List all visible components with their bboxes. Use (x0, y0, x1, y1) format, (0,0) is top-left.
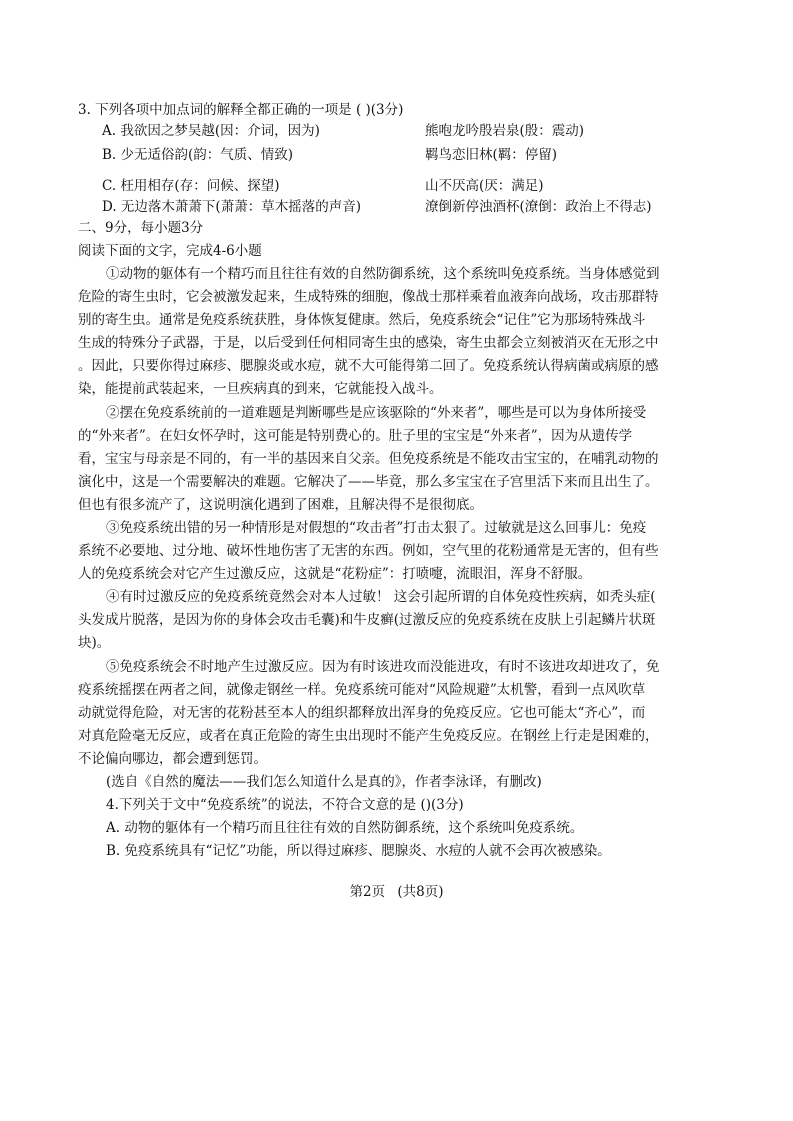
question-3-option-d-right: 潦倒新停浊酒杯(潦倒：政治上不得志) (425, 199, 652, 215)
question-4-stem: 4.下列关于文中“免疫系统”的说法，不符合文意的是 ()(3分) (106, 797, 464, 813)
passage-p2-line-4: 演化中，这是一个需要解决的难题。它解决了——毕竟，那么多宝宝在子宫里活下来而且出生了。 (78, 474, 659, 490)
page-number: 第2页 (349, 884, 386, 900)
passage-p2-line-3: 看，宝宝与母亲是不同的，有一半的基因来自父亲。但免疫系统是不能攻击宝宝的，在哺乳动物的 (78, 451, 659, 467)
passage-p3-line-2: 系统不必要地、过分地、破坏性地伤害了无害的东西。例如，空气里的花粉通常是无害的，但有些 (78, 543, 659, 559)
question-3-option-b-right: 羁鸟恋旧林(羁：停留) (425, 147, 558, 163)
page-footer (0, 883, 793, 901)
page-total: (共8页) (397, 884, 444, 900)
passage-source: (选自《自然的魔法——我们怎么知道什么是真的》，作者李泳译，有删改) (106, 774, 542, 790)
passage-p3-line-3: 人的免疫系统会对它产生过激反应，这就是“花粉症”：打喷嚏，流眼泪，浑身不舒服。 (78, 566, 592, 582)
passage-p4-line-3: 块)。 (78, 635, 111, 651)
passage-p5-line-5: 不论偏向哪边，都会遭到惩罚。 (78, 751, 267, 767)
passage-p3-line-1: ③免疫系统出错的另一种情形是对假想的“攻击者”打击太狠了。过敏就是这么回事儿：免疫 (106, 520, 647, 536)
passage-p1-line-5: 。因此，只要你得过麻疹、腮腺炎或水痘，就不大可能得第二回了。免疫系统认得病菌或病原的感 (78, 358, 659, 374)
question-4-option-a: A. 动物的躯体有一个精巧而且往往有效的自然防御系统，这个系统叫免疫系统。 (106, 820, 584, 836)
passage-p5-line-4: 对真危险毫无反应，或者在真正危险的寄生虫出现时不能产生免疫反应。在钢丝上行走是困难的， (78, 728, 659, 744)
section-2-heading: 二、9分，每小题3分 (78, 220, 204, 236)
passage-p4-line-1: ④有时过激反应的免疫系统竟然会对本人过敏！ 这会引起所谓的自体免疫性疾病，如秃头症( (106, 589, 656, 605)
passage-p5-line-1: ⑤免疫系统会不时地产生过激反应。因为有时该进攻而没能进攻，有时不该进攻却进攻了，免 (106, 659, 660, 675)
passage-p5-line-2: 疫系统摇摆在两者之间，就像走钢丝一样。免疫系统可能对“风险规避”太机警，看到一点风吹草 (78, 682, 646, 698)
passage-p1-line-6: 染，能提前武装起来，一旦疾病真的到来，它就能投入战斗。 (78, 381, 443, 397)
passage-p1-line-1: ①动物的躯体有一个精巧而且往往有效的自然防御系统，这个系统叫免疫系统。当身体感觉到 (106, 266, 660, 282)
question-3-option-a-right: 熊咆龙吟殷岩泉(殷：震动) (425, 123, 585, 139)
question-3-option-c-left: C. 枉用相存(存：问候、探望) (102, 178, 280, 194)
passage-p2-line-5: 但也有很多流产了，这说明演化遇到了困难，且解决得不是很彻底。 (78, 497, 483, 513)
passage-p1-line-3: 别的寄生虫。通常是免疫系统获胜，身体恢复健康。然后，免疫系统会“记住”它为那场特殊战斗 (78, 312, 646, 328)
passage-p1-line-2: 危险的寄生虫时，它会被激发起来，生成特殊的细胞，像战士那样乘着血液奔向战场，攻击那群特 (78, 289, 659, 305)
question-3-option-b-left: B. 少无适俗韵(韵：气质、情致) (102, 147, 294, 163)
passage-p4-line-2: 头发成片脱落，是因为你的身体会攻击毛囊)和牛皮癣(过激反应的免疫系统在皮肤上引起鳞片状斑 (78, 612, 656, 628)
question-3-option-d-left: D. 无边落木萧萧下(萧萧：草木摇落的声音) (102, 199, 361, 215)
passage-p5-line-3: 动就觉得危险，对无害的花粉甚至本人的组织都释放出浑身的免疫反应。它也可能太“齐心”，而 (78, 705, 646, 721)
section-2-instruction: 阅读下面的文字，完成4-6小题 (78, 243, 262, 259)
passage-p2-line-2: 的“外来者”。在妇女怀孕时，这可能是特别费心的。肚子里的宝宝是“外来者”，因为从遗传学 (78, 428, 633, 444)
question-3-stem: 3. 下列各项中加点词的解释全都正确的一项是 ( )(3分) (78, 102, 404, 118)
question-3-option-a-left: A. 我欲因之梦吴越(因：介词，因为) (102, 123, 320, 139)
passage-p2-line-1: ②摆在免疫系统前的一道难题是判断哪些是应该驱除的“外来者”，哪些是可以为身体所接受 (106, 405, 647, 421)
question-3-option-c-right: 山不厌高(厌：满足) (425, 178, 544, 194)
passage-p1-line-4: 生成的特殊分子武器，于是，以后受到任何相同寄生虫的感染，寄生虫都会立刻被消灭在无形之中 (78, 335, 659, 351)
question-4-option-b: B. 免疫系统具有“记忆”功能，所以得过麻疹、腮腺炎、水痘的人就不会再次被感染。 (106, 843, 611, 859)
